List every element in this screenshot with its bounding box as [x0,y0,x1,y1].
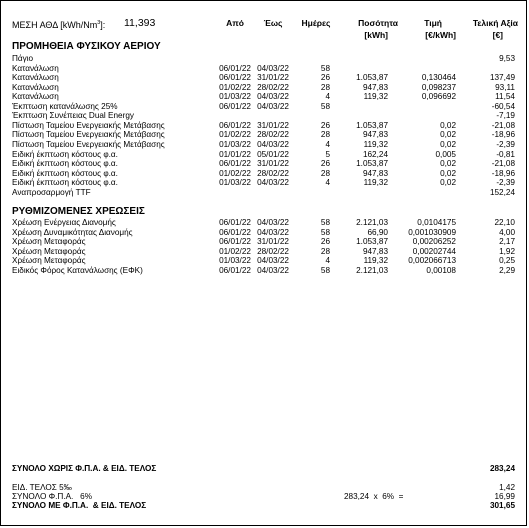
grand-total-label: ΣΥΝΟΛΟ ΜΕ Φ.Π.Α. & ΕΙΔ. ΤΕΛΟΣ [12,501,147,510]
section-title-supply: ΠΡΟΜΗΘΕΙΑ ΦΥΣΙΚΟΥ ΑΕΡΙΟΥ [12,41,161,52]
supply-line-desc: Ειδική έκπτωση κόστους φ.α. [12,168,118,178]
supply-line-qty: 162,24 [362,149,388,159]
supply-line-from: 01/02/22 [219,130,251,140]
regulated-line-qty: 1.053,87 [356,237,388,247]
supply-line-total: 152,24 [489,187,515,197]
col-header-from: Από [226,18,244,28]
supply-line-price: 0,02 [440,120,456,130]
regulated-line-to: 04/03/22 [257,256,289,266]
supply-line-from: 06/01/22 [219,120,251,130]
supply-line-from: 06/01/22 [219,101,251,111]
regulated-line-days: 28 [320,246,330,256]
supply-line-price: 0,005 [435,149,456,159]
supply-line-desc: Έκπτωση κατανάλωσης 25% [12,101,118,111]
supply-line-qty: 1.053,87 [356,159,388,169]
supply-line-desc: Κατανάλωση [12,73,59,83]
supply-line-price: 0,130464 [421,73,456,83]
regulated-line-total: 2,29 [499,265,515,275]
regulated-line-total: 4,00 [499,227,515,237]
supply-line-desc: Κατανάλωση [12,92,59,102]
supply-line-from: 06/01/22 [219,159,251,169]
supply-line-days: 28 [320,82,330,92]
supply-line-total: -2,39 [496,139,515,149]
supply-line-desc: Κατανάλωση [12,82,59,92]
regulated-line-desc: Ειδικός Φόρος Κατανάλωσης (ΕΦΚ) [12,265,143,275]
regulated-line-from: 06/01/22 [219,237,251,247]
regulated-line-price: 0,00108 [426,265,456,275]
supply-line-from: 01/03/22 [219,92,251,102]
regulated-line-to: 31/01/22 [257,237,289,247]
regulated-line-from: 06/01/22 [219,265,251,275]
supply-line-to: 04/03/22 [257,92,289,102]
supply-line-total: 137,49 [489,73,515,83]
regulated-line-total: 0,25 [499,256,515,266]
subtotal-value: 283,24 [489,464,515,473]
regulated-line-to: 28/02/22 [257,246,289,256]
regulated-line-qty: 2.121,03 [356,218,388,227]
supply-line-total: -21,08 [491,159,515,169]
supply-line-days: 26 [320,120,330,130]
supply-line-total: -18,96 [491,168,515,178]
regulated-line-from: 01/03/22 [219,256,251,266]
supply-line-desc: Αναπροσαρμογή TTF [12,187,91,197]
supply-line-to: 31/01/22 [257,159,289,169]
supply-line-from: 01/03/22 [219,178,251,188]
supply-line-to: 28/02/22 [257,168,289,178]
avg-calorific-label: ΜΕΣΗ ΑΘΔ [kWh/Nm$^3$]: [12,20,106,30]
special-fee-label: ΕΙΔ. ΤΕΛΟΣ 5‰ [12,483,72,492]
supply-line-qty: 119,32 [363,178,388,188]
regulated-line-from: 06/01/22 [219,227,251,237]
supply-line-desc: Ειδική έκπτωση κόστους φ.α. [12,159,118,169]
supply-line-qty: 1.053,87 [356,120,388,130]
vat-label: ΣΥΝΟΛΟ Φ.Π.Α. 6% [12,492,92,501]
supply-line-from: 06/01/22 [219,63,251,73]
col-header-qty-unit: [kWh] [364,30,388,40]
supply-line-desc: Πίστωση Ταμείου Ενεργειακής Μετάβασης [12,130,165,140]
supply-line-price: 0,02 [440,159,456,169]
supply-line-from: 01/03/22 [219,139,251,149]
vat-calculation: 283,24 x 6% = [344,492,404,501]
regulated-line-to: 04/03/22 [257,265,289,275]
supply-line-total: -18,96 [491,130,515,140]
supply-line-from: 01/01/22 [219,149,251,159]
supply-line-days: 4 [325,178,330,188]
supply-line-desc: Πάγιο [12,54,34,63]
col-header-to: Έως [263,18,283,28]
regulated-line-qty: 2.121,03 [356,265,388,275]
supply-line-to: 31/01/22 [257,73,289,83]
supply-line-price: 0,02 [440,178,456,188]
col-header-price: Τιμή [424,18,442,28]
supply-line-days: 5 [325,149,330,159]
supply-line-total: 9,53 [499,54,515,63]
supply-line-total: -2,39 [496,178,515,188]
supply-line-desc: Έκπτωση Συνέπειας Dual Energy [12,111,134,121]
regulated-line-from: 01/02/22 [219,246,251,256]
supply-line-desc: Ειδική έκπτωση κόστους φ.α. [12,178,118,188]
supply-line-total: -60,54 [491,101,515,111]
col-header-days: Ημέρες [301,18,331,28]
supply-line-price: 0,02 [440,130,456,140]
regulated-line-days: 4 [325,256,330,266]
supply-line-total: 11,54 [495,92,515,102]
subtotal-label: ΣΥΝΟΛΟ ΧΩΡΙΣ Φ.Π.Α. & ΕΙΔ. ΤΕΛΟΣ [12,464,157,473]
supply-line-days: 28 [320,130,330,140]
supply-line-to: 28/02/22 [257,82,289,92]
supply-line-days: 28 [320,168,330,178]
regulated-line-qty: 947,83 [362,246,388,256]
special-fee-value: 1,42 [499,483,515,492]
supply-line-to: 31/01/22 [257,120,289,130]
regulated-line-total: 22,10 [494,218,515,227]
regulated-line-days: 58 [320,218,330,227]
supply-line-days: 4 [325,92,330,102]
supply-line-from: 01/02/22 [219,82,251,92]
col-header-total-unit: [€] [492,30,503,40]
supply-line-total: -21,08 [491,120,515,130]
supply-line-desc: Κατανάλωση [12,63,59,73]
supply-line-qty: 947,83 [362,82,388,92]
supply-line-from: 06/01/22 [219,73,251,83]
supply-line-qty: 947,83 [362,168,388,178]
regulated-line-desc: Χρέωση Δυναμικότητας Διανομής [12,227,133,237]
grand-total-value: 301,65 [489,501,515,510]
supply-line-price: 0,02 [440,139,456,149]
supply-line-to: 04/03/22 [257,178,289,188]
regulated-line-to: 04/03/22 [257,227,289,237]
regulated-line-desc: Χρέωση Ενέργειας Διανομής [12,218,116,227]
regulated-line-days: 58 [320,265,330,275]
supply-line-price: 0,02 [440,168,456,178]
supply-line-days: 26 [320,159,330,169]
supply-line-qty: 947,83 [362,130,388,140]
regulated-line-price: 0,00206252 [412,237,456,247]
regulated-line-total: 2,17 [499,237,515,247]
supply-line-total: -7,19 [496,111,515,121]
regulated-line-qty: 119,32 [363,256,388,266]
supply-line-to: 04/03/22 [257,139,289,149]
regulated-line-days: 58 [320,227,330,237]
supply-line-price: 0,098237 [421,82,456,92]
avg-calorific-value: 11,393 [124,17,156,29]
regulated-line-qty: 66,90 [367,227,388,237]
supply-line-to: 28/02/22 [257,130,289,140]
regulated-line-desc: Χρέωση Μεταφοράς [12,256,86,266]
col-header-price-unit: [€/kWh] [425,30,456,40]
regulated-line-from: 06/01/22 [219,218,251,227]
regulated-line-price: 0,001030909 [408,227,456,237]
supply-line-desc: Ειδική έκπτωση κόστους φ.α. [12,149,118,159]
supply-line-to: 05/01/22 [257,149,289,159]
regulated-line-price: 0,00202744 [412,246,456,256]
supply-line-from: 01/02/22 [219,168,251,178]
regulated-line-to: 04/03/22 [257,218,289,227]
regulated-line-total: 1,92 [499,246,515,256]
col-header-qty: Ποσότητα [358,18,398,28]
section-title-regulated: ΡΥΘΜΙΖΟΜΕΝΕΣ ΧΡΕΩΣΕΙΣ [12,206,145,217]
regulated-line-price: 0,0104175 [417,218,456,227]
supply-line-days: 58 [320,63,330,73]
supply-line-desc: Πίστωση Ταμείου Ενεργειακής Μετάβασης [12,139,165,149]
supply-line-days: 58 [320,101,330,111]
regulated-line-days: 26 [320,237,330,247]
regulated-line-desc: Χρέωση Μεταφοράς [12,246,86,256]
regulated-line-desc: Χρέωση Μεταφοράς [12,237,86,247]
supply-line-qty: 1.053,87 [356,73,388,83]
supply-line-days: 4 [325,139,330,149]
supply-line-days: 26 [320,73,330,83]
supply-line-qty: 119,32 [363,139,388,149]
supply-line-price: 0,096692 [421,92,456,102]
supply-line-total: 93,11 [495,82,515,92]
supply-line-qty: 119,32 [363,92,388,102]
supply-line-to: 04/03/22 [257,101,289,111]
supply-line-total: -0,81 [496,149,515,159]
supply-line-desc: Πίστωση Ταμείου Ενεργειακής Μετάβασης [12,120,165,130]
regulated-line-price: 0,002066713 [408,256,456,266]
col-header-total: Τελική Αξία [472,18,518,28]
vat-value: 16,99 [494,492,515,501]
supply-line-to: 04/03/22 [257,63,289,73]
